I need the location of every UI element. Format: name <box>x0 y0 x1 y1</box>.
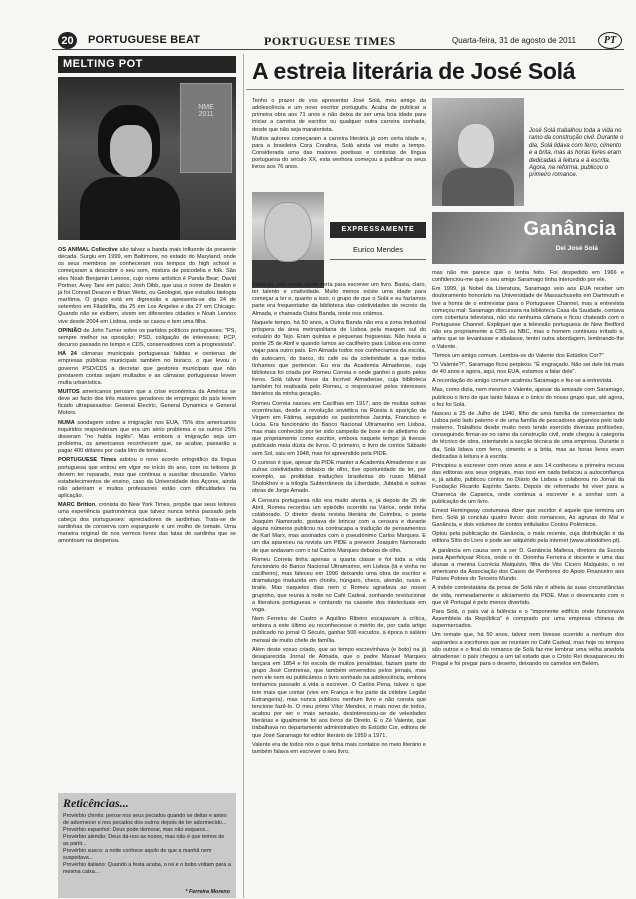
photo-caption: José Solá trabalhou toda a vida no ramo da construção civil. Durante o dia, Solá lidava com ferro, cimento e a brita, mas as horas livres eram dedicadas à leitura e à escrita. Agora, na reforma, publicou o primeiro romance. <box>529 128 624 179</box>
paragraph: Romeu Correia nasceu em Cacilhas em 1917, ano de muitas outras ocorrências, desde a revolução soviética na Rússia à aparição da Virgem em Fátima, seguindo os pastorinhos Jacinta, Francisco e Lúcia. Era funcionário do Banco Nacional Ultramarino em Lisboa, mas mais conhecido por ter sido campeão de boxe e de atletismo do que propriamente como escritor, embora naquele tempo já tivesse publicado meia dúzia de livros. O primeiro, o livro de contos Sábado sem Sol, saiu em 1948, mas foi apreendido pela PIDE. <box>252 400 426 457</box>
paragraph: mas não me parece que o tenha feito. Foi despedido em 1966 e confidenciou-me que o seu amigo Saramago tinha intercedido por ele. <box>432 270 624 284</box>
nme-sign-year: 2011 <box>198 111 214 118</box>
book-cover-banner <box>432 212 624 264</box>
paragraph: OS ANIMAL Collective são talvez a banda mais influente da presente década. Surgiu em 1999, em Baltimore, no estado do Maryland, onde os seus membros se conheceram nos tempos do high school e começaram a descobrir o seu som, mistura de psicodelia e folk. São eles Noah Benjamin Lennox, cujo nome artístico é Panda Bear; David Portner, Avey Tare em palco; Josh Dibb, que usa o nome de Deakin e já foi Conrad Deacon e Brian Weitz, ou Geologist, que estudou biologia marítima. O grupo está em digressão e apresenta-se dia 24 de setembro em Filadélfia, dia 25 em Los Angeles e dia 27 em Chicago. Quando não se exibem, vivem em diferentes cidades e Noah Lennox vive desde 2004 em Lisboa, onde se casou e tem uma filha. <box>58 247 236 325</box>
nme-sign: NME 2011 <box>180 83 232 173</box>
paragraph: MARC Britton, cronista do New York Times, propõe que seus leitores uma experiência gastronómica que talvez nunca tenha passado pela cabeça dos portugueses: apreciadores de sardinhas. Trata-se de sardinhas de conserva com esparguete e um molho de tomate. Uma maneira original de nos vermos livres das latas de sardinha que se amontoam na despensa. <box>58 502 236 545</box>
paragraph: "Temos um amigo comum. Lembra-se do Valente dos Estúdios Cor?" <box>432 352 604 359</box>
paragraph: PORTUGUESE Times adotou o novo acordo ortográfico da língua portuguesa que entrou em vigor no início do ano, com os leitores já devem ter reparado, mas que continua a suscitar discussão. Vários estabelecimentos de ensino, caso da Universidade dos Açores, ainda não aderiram e muitos professores estão com dificuldades na aplicação. <box>58 457 236 500</box>
melting-pot-title: MELTING POT <box>58 56 236 73</box>
paragraph: Muitos autores começaram a carreira literária já com certa idade e, para a brasileira Cora Coralina, Solá ainda vai muito a tempo. Considerada uma das maiores poetisas e contistas de língua portuguesa do século XX, esta senhora começou a publicar os seus livros aos 76 anos. <box>252 135 426 171</box>
paragraph: Além deste vosso criado, que ao tempo escrevinhava (e boto) na já desaparecida Jornal de Almada, que o padre Manuel Marques lançara em 1854 e foi escola de muitos jornalistas, faziam parte do grupo José Contreiras, que também enveredou pelos jornais, mas nem ele nem eu publicámos o livro sonhado na adolescência, embora tenhamos passado a vida a escrever. O Carlos Pena, talvez o que tem mais que contar (vive em França e fez parte da célebre Legião Estrangeira), mas nunca publicou nenhum livro e não consta que tencione fazê-lo. O meu primo Vítor Mendes, o mais novo de todos, acabou por ser o mais sensato, desinteressou-se de veleidades literárias e igualmente foi aos livros de Direito. E o Zé Valente, que trabalhava no departamento administrativo do Estúdio Cor, editora de que José Saramago foi editor literário de 1959 a 1971. <box>252 646 426 739</box>
paragraph: A ganância em causa vem a ser D. Ganância Maltesa, diretora da Escola para Aperfeiçoar Ricos, onde o dr. Doninha Ferreira é docente e uma das alunas a menina Lucrécia Malquisto, filha de Vito Cícero Malquisto, o rei americano da Associação dos Casos de Penhores do Apoio Financeiro aos Países Pobres do Terceiro Mundo. <box>432 547 624 583</box>
band-photo <box>58 77 236 240</box>
proverb-line: Provérbio alemão: Deus dá-nos as nozes, mas não é que temos de as partir... <box>63 834 225 847</box>
column-label: EXPRESSAMENTE <box>330 222 426 238</box>
reticencias-text <box>63 813 231 876</box>
headline-rule <box>246 89 624 90</box>
writer-photo <box>432 98 524 206</box>
reticencias-box <box>58 793 236 898</box>
article-intro <box>252 98 426 172</box>
issue-date: Quarta-feira, 31 de agosto de 2011 <box>452 36 576 45</box>
book-author: Dei José Solá <box>555 245 598 252</box>
proverb-line: Provérbio sueco: a noite conhece aquilo de que a manhã nem suspeitava... <box>63 848 212 861</box>
paragraph: Em 1999, já Nobel da Literatura, Saramago veio aos EUA receber um doutoramento honorário na Universidade de Massachusetts em Dartmouth e tive a honra de o entrevistar para o Portuguese Channel, mas a entrevista começou mal: Saramago discursara na biblioteca Casa da Saudade, contava com cobertura televisiva, não viu nenhuma câmara e ficou chateado com o Portuguese Channel. Expliquei que a televisão portuguesa de New Bedford não era propriamente a CBS ou NBC, mas o homem continuou irritado e, antes que se levantasse e abalasse, tentei outra abordagem, lembrando-lhe o Valente. <box>432 286 624 350</box>
author-name: Eurico Mendes <box>330 240 426 260</box>
reticencias-signature: * Ferreira Moreno <box>185 889 230 895</box>
paragraph: Nem Ferreira de Castro e Aquilino Ribeiro escapavam à crítica, embora a este último eu reconhecesse o mérito de, por cada artigo publicado no jornal O Século, ganhar 500 escudos, à época o salário mensal de muito chefe de família. <box>252 616 426 644</box>
article-headline: A estreia literária de José Solá <box>252 58 576 84</box>
publication-name: PORTUGUESE TIMES <box>264 34 396 48</box>
paragraph: OPINIÃO de John Turner sobre os partidos políticos portugueses: "PS, sempre melhor na oposição; PSD, coligação de interesses; PCP, decurso passado no tempo e CDS, conservadores com a progressista". <box>58 327 236 349</box>
paragraph: Ernest Hemingway costumava dizer que escritor é aquele que termina um livro. Solá já concluiu quatro livros: dois romances, As agruras do Mal e Ganância, e dois volumes de contos intitulados Contos Polémicos. <box>432 507 624 529</box>
author-photo <box>252 192 324 288</box>
paragraph: Para Solá, o país vai à falência e o "imponente edifício onde funcionava Assembleia da República" é comprado por uma empresa chinesa de supermercados. <box>432 608 624 630</box>
section-name: PORTUGUESE BEAT <box>88 34 201 46</box>
paragraph: Valente era de todos nós o que tinha mais contatos no meio literário e também falava em escrever o seu livro, <box>252 741 426 755</box>
column-divider <box>243 54 244 898</box>
paragraph: A recordação do amigo comum acalmou Saramago e fez-se a entrevista. <box>432 378 613 385</box>
paragraph: Portanto, não existe idade certa para escrever um livro. Basta, claro, ter talento e criatividade. Muito menos existe uma idade para começar a ler e, quanto a isso, o grupo de que o Solá e eu fazíamos parte era frequentador da biblioteca das coletividades de recreio da Almada, e chamada Outra Banda, onde nos criámos. <box>252 282 426 317</box>
paragraph: Naquele tempo, há 50 anos, a Outra Banda não era a zona industrial próspera da área metropolitana de Lisboa pela margem sul do estuário do Tejo. Eram quintas e pequenas freguesias. Não havia a ponte 25 de Abril e quando íamos ao cacilheiro para Lisboa era como viajar para outro país. Em Almada todos nos conhecíamos da escola, do autocarro, do barco, do café ou da coletividade a que todos tínhamos que pertencer. Eu era da Academia Almadense, cuja biblioteca foi criada por Romeu Correia e onde ganhei o gosto pelos livros. Solá talvez fosse da Incrível Almadense, cuja biblioteca também foi reativada pelo Romeu, o responsável pelos interesses literários da minha geração. <box>252 319 426 398</box>
paragraph: Nasceu a 25 de Julho de 1940, filho de uma família de comerciantes de Lisboa pelo lado paterno e de uma família de pescadores algarvios pelo lado materno. Trabalhou desde muito novo tendo exercido diversas profissões, conseguindo firmar-se no ramo da construção civil, onde chegou à categoria de técnico de obra, orientando a secção técnica de uma empresa. Durante o dia, Solá lidava com ferro, cimento e a brita, mas as horas livres eram dedicadas à leitura e à escrita. <box>432 410 624 460</box>
paragraph: Optou pela publicação de Ganância, o mais recente, cuja distribuição é da editora Sítio do Livro e pode ser adquirido pela internet (www.sitiodolivro.pt). <box>432 531 624 545</box>
article-body-right <box>432 270 624 668</box>
paragraph: A índole contestatária da prosa de Solá não é alheia às suas circunstâncias de vida, nomeadamente o aliciamento da PIDE. Mas o desencanto com o que vê Portugal é pelo menos divertido. <box>432 585 624 606</box>
proverb-line: Provérbio italiano: Quando a festa acaba, o rei e o bobo voltam para a mesma caixa... <box>63 862 231 875</box>
melting-pot-text <box>58 247 236 545</box>
paragraph: MUITOS americanos pensam que a crise económica da América se deve ao facto dos três maiores geradores de empregos do país terem ficado ultrapassados: General Electric, General Dynamics e General Motors. <box>58 388 236 417</box>
paragraph: O curioso é que, apesar da PIDE manter a Academia Almadense e as outras coletividades debaixo de olho, tive oportunidade de ler, por exemplo, as proibidas traduções brasileiras do russo Mikhail Sholokhov e a trilogia Subterrâneos da Liberdade, Jubiabá e outras obras de Jorge Amado. <box>252 459 426 495</box>
proverb-line: Provérbio espanhol: Deus pode demorar, mas não esquece... <box>63 827 210 833</box>
paragraph: NUMA sondagem sobre a imigração nos EUA, 75% dos americanos inquiridos responderam que era um sério problema e os outros 25% disseram "no habla inglês". Mas embora a imigração seja um problema, os americanos reconhecem que, se acabar, passarão a pagar 400 dólares por cada litro de tomates. <box>58 419 236 455</box>
paragraph: Principiou a escrever com onze anos e aos 14 conheceu a primeira recusa das editoras aos seus originais, mas isso em nada beliscou a autoconfiança e, já adulto, publicou contos no Diário de Lisboa e colaborou no Jornal da Fundação Ricardo Espírito Santo. Depois de reformado foi viver para a Charneca de Caparica, onde continua a escrever e a sonhar com a publicação de um livro. <box>432 462 624 505</box>
paragraph: HÁ 24 câmaras municipais portuguesas falidas e centenas de empresas públicas municipais também no buraco, o que levou o governo PSD/CDS a decretar que gestores municipais que não prestarem contas sejam multados e as câmaras portuguesas levem multa urbanística. <box>58 351 236 386</box>
article-body-middle <box>252 282 426 756</box>
paragraph: Mas, como dizia, nem mesmo o Valente, apesar da amizade com Saramago, publicou o livro de que tanto falava e o único do nosso grupo que, até agora, o fez foi Solá. <box>432 387 624 408</box>
paragraph: Romeu Correia tinha apenas a quarta classe e foi toda a vida funcionário do Banco Nacional Ultramarino, em Lisboa (lá e vinha no cacilheiro), mas faleceu em 1996 deixando uma obra de escritor e dramaturgo traduzida em chinês, húngaro, checo, alemão, russo e braile. Mas naqueles dias nem o Romeu agradava ao nosso grupinho, que reunia à noite no Café Cadeal, sonhando revolucionar a literatura portuguesa e contando na cassete dos intelectuais em voga. <box>252 556 426 613</box>
paragraph: Tenho o prazer de vos apresentar José Solá, meu amigo da adolescência e um novo escritor português. Acaba de publicar a primeira obra aos 71 anos e não deixa de ser uma boa idade para iniciar a carreira de escritor ou qualquer outra carreira sonhada, desde que não seja maratonista. <box>252 98 426 133</box>
book-title: Ganância <box>523 218 616 240</box>
proverb-line: Provérbio chinês: pense nos seus pecados quando se deitar e antes de adormecer e nos pecados dos outros depois de ter adormecido... <box>63 813 227 826</box>
paragraph: A Censura portuguesa não era muito atenta e, já depois de 25 de Abril, Romeu recordou um episódio ocorrido na Várice, onde tinha colaborado. O diretor desta revista literária de Coimbra, o poeta Joaquim Namorado, gostava de brincar com a censura e durante alguns números publicou na contracapa a tradução de pensamentos de Karl Marx, mas assinados com o pseudónimo Carlos Marques. E um dia apareceu na revista um PIDE a prevenir Joaquim Namorado de que andavam com o tal Carlos Marques debaixo de olho. <box>252 497 426 554</box>
paragraph: Um remate que, há 50 anos, talvez nem tivesse ocorrido a nenhum dos aspirantes a escritores que se reuniam no Café Cadeal, mas hoje os tempos são outros e o final do romance de Solá faz-me lembrar uma velha anedota almadense: o país chegou a um tal estado que o Cristo Rei desapareceu do Pragal e foi pregar para o deserto, deixando os camelos em Belém. <box>432 632 624 667</box>
reticencias-title: Reticências... <box>63 796 129 810</box>
page-number: 20 <box>58 32 77 49</box>
paragraph: "O Valente?!", Saramago ficou perplexo. "É engraçado. Não sei dele há mais de 40 anos e agora, aqui, nos EUA, estamos a falar dele". <box>432 361 624 376</box>
publication-logo: PT <box>598 32 622 49</box>
